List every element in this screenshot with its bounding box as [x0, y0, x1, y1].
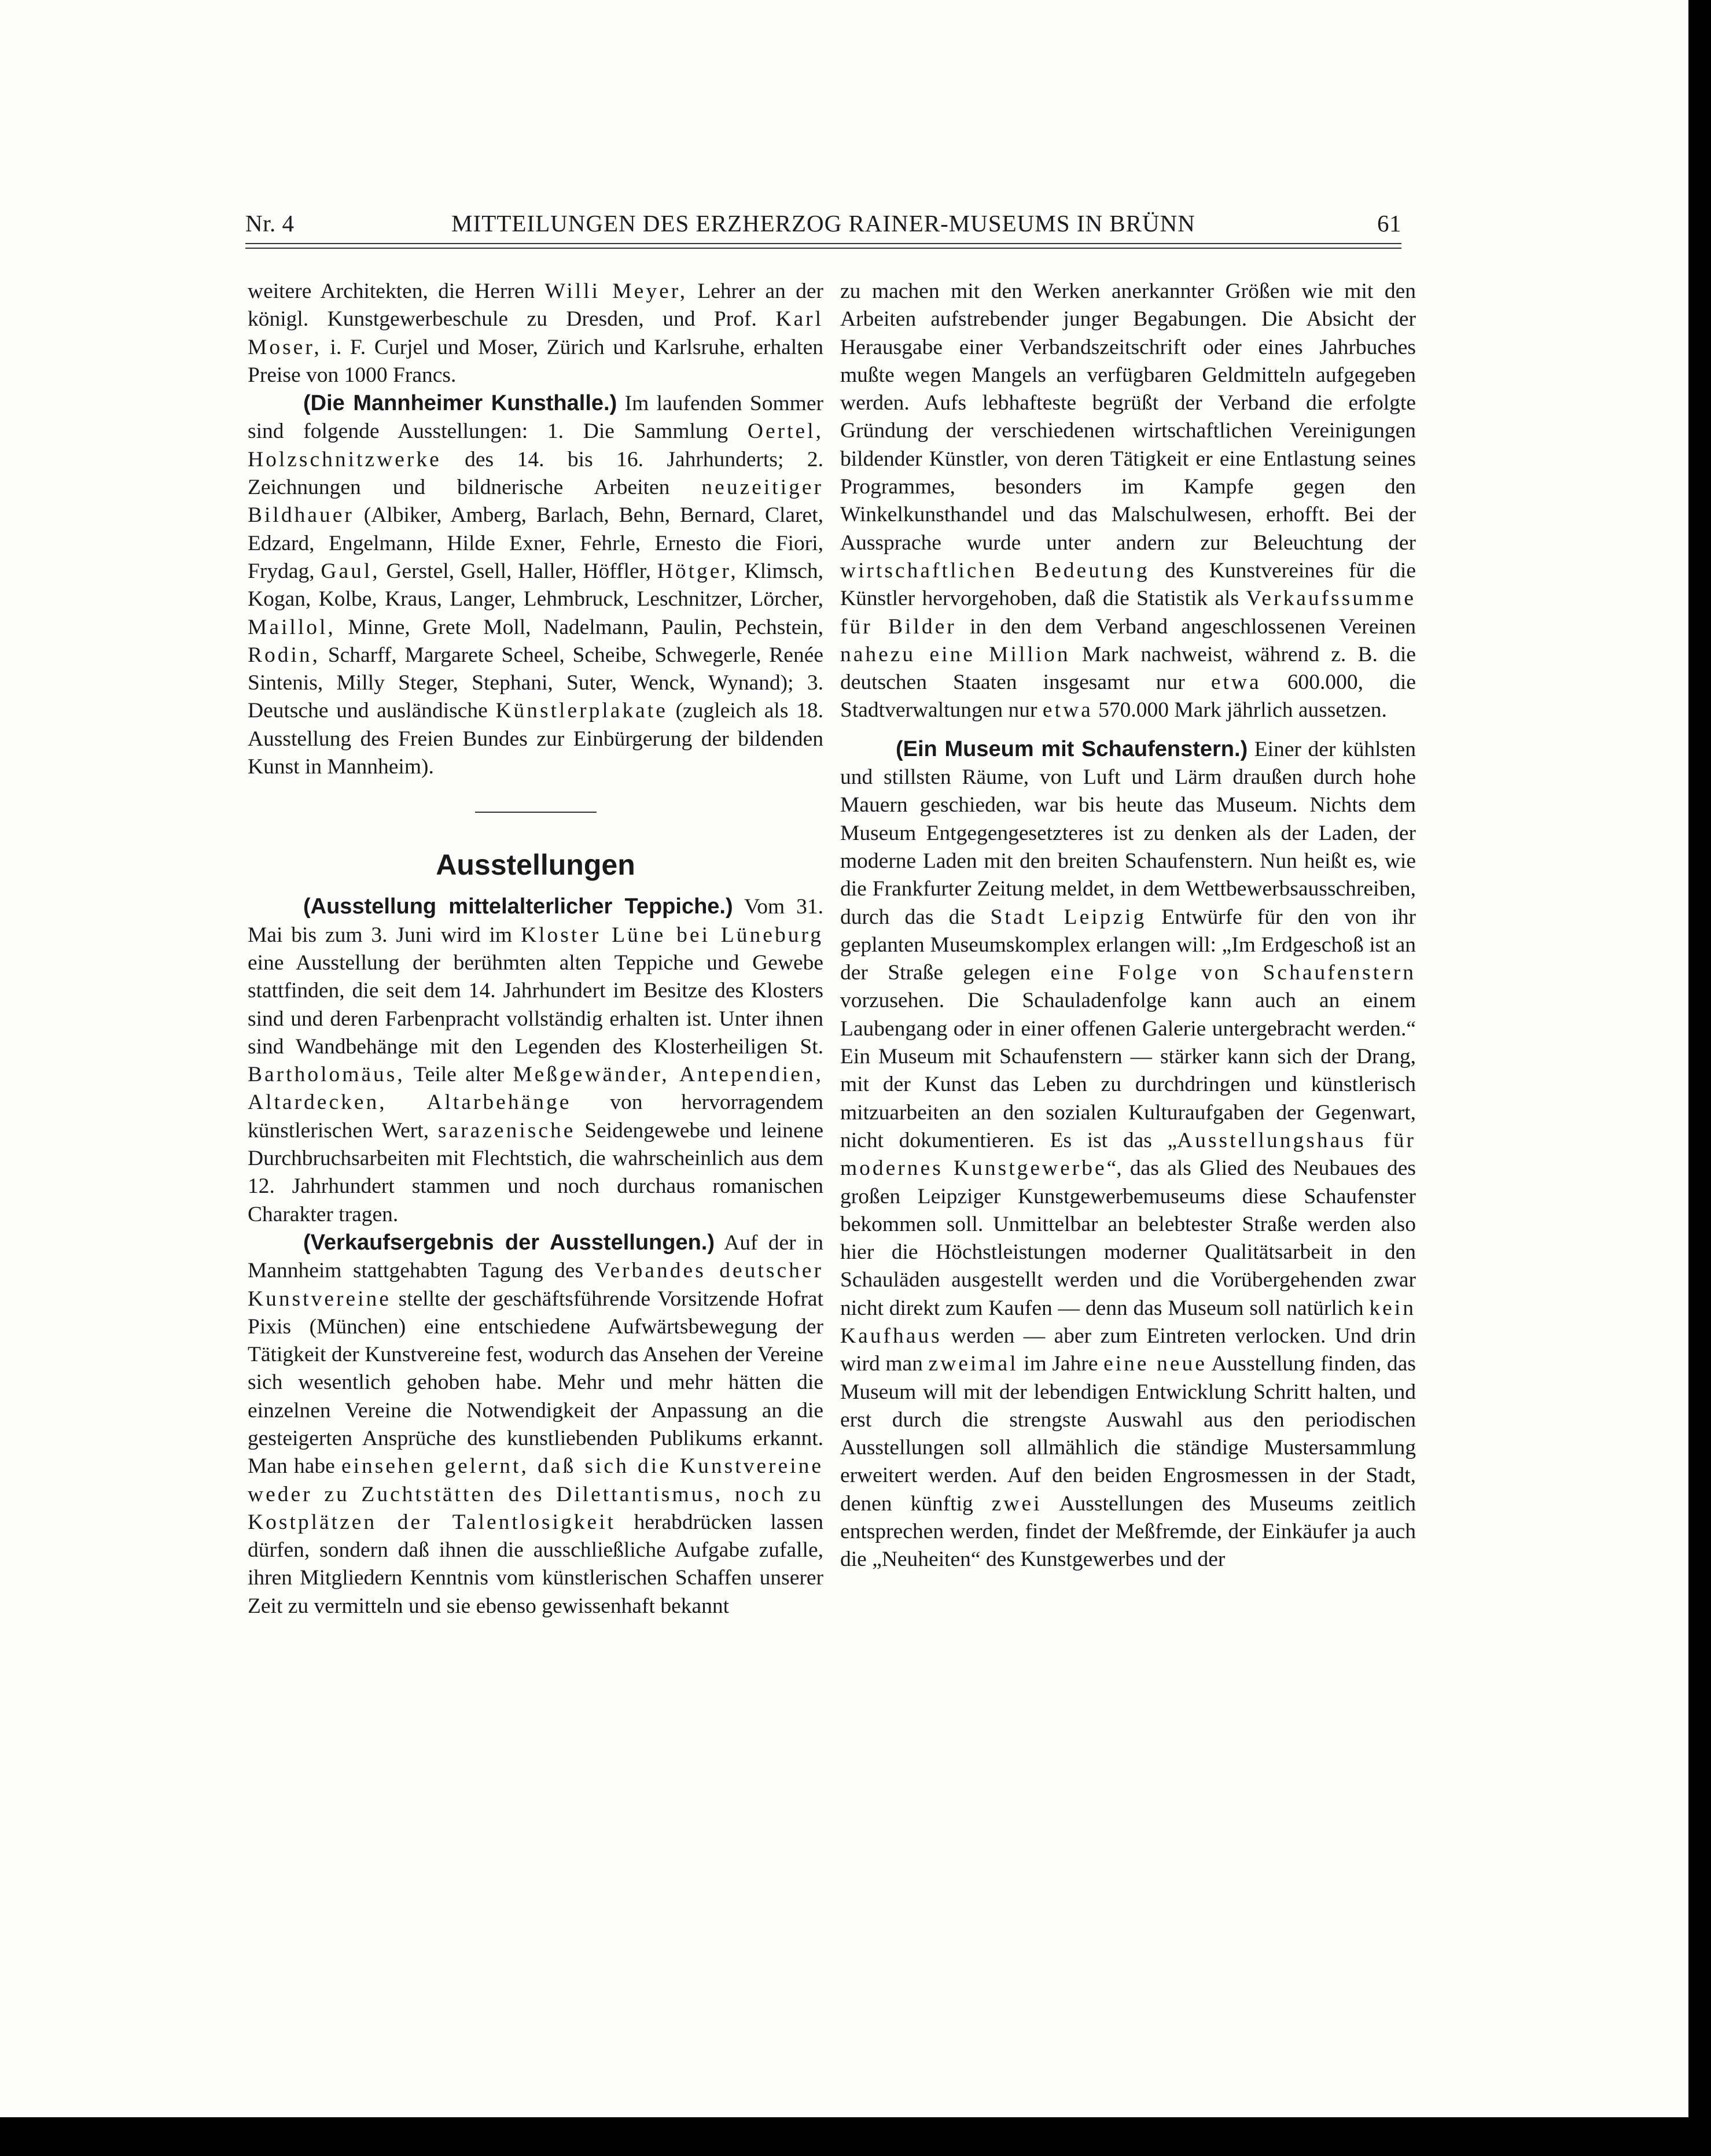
paragraph-verkaufsergebnis-continued: zu machen mit den Werken anerkannter Größen wie mit den Arbeiten aufstrebender junger Begabungen. Die Absicht der Herausgabe einer Verbandszeitschrift oder eines Jahrbuches mußte wegen Mangels an verfügbaren Geldmitteln aufgegeben werden. Aufs lebhafteste begrüßt der Verband die erfolgte Gründung der verschiedenen wirtschaftlichen Vereinigungen bildender Künstler, von deren Tätigkeit er eine Entlastung seines Programmes, besonders im Kampfe gegen den Winkelkunsthandel und das Malschulwesen, erhofft. Bei der Aussprache wurde unter andern zur Beleuchtung der wirtschaftlichen Bedeutung des Kunstvereines für die Künstler hervorgehoben, daß die Statistik als Verkaufssumme für Bilder in den dem Verband angeschlossenen Vereinen nahezu eine Million Mark nachweist, während z. B. die deutschen Staaten insgesamt nur etwa 600.000, die Stadtverwaltungen nur etwa 570.000 Mark jährlich aussetzen.: [840, 279, 1416, 723]
section-title-ausstellungen: Ausstellungen: [436, 849, 635, 882]
paragraph-museum-schaufenstern: (Ein Museum mit Schaufenstern.) Einer der kühlsten und stillsten Räume, von Luft und Lärm draußen durch hohe Mauern geschieden, war bis heute das Museum. Nichts dem Museum Entgegengesetzteres ist zu denken als der Laden, der moderne Laden mit den breiten Schaufenstern. Nun heißt es, wie die Frankfurter Zeitung meldet, in dem Wettbewerbsausschreiben, durch das die Stadt Leipzig Entwürfe für den von ihr geplanten Museumskomplex erlangen will: „Im Erdgeschoß ist an der Straße gelegen eine Folge von Schaufenstern vorzusehen. Die Schauladenfolge kann auch an einem Laubengang oder in einer offenen Galerie untergebracht werden.“ Ein Museum mit Schaufenstern — stärker kann sich der Drang, mit der Kunst das Leben zu durchdringen und künstlerisch mitzuarbeiten an den sozialen Kulturaufgaben der Gegenwart, nicht dokumentieren. Es ist das „Ausstellungshaus für modernes Kunstgewerbe“, das als Glied des Neubaues des großen Leipziger Kunstgewerbemuseums diese Schaufenster bekommen soll. Unmittelbar an belebtester Straße werden also hier die Höchstleistungen moderner Qualitätsarbeit in den Schauläden ausgestellt werden und die Vorübergehenden zwar nicht direkt zum Kaufen — denn das Museum soll natürlich kein Kaufhaus werden — aber zum Eintreten verlocken. Und drin wird man zweimal im Jahre eine neue Ausstellung finden, das Museum will mit der lebendigen Entwicklung Schritt halten, und erst durch die strengste Auswahl aus den periodischen Ausstellungen soll allmählich die ständige Mustersammlung erweitert werden. Auf den beiden Engrosmessen in der Stadt, denen künftig zwei Ausstellungen des Museums zeitlich entsprechen werden, findet der Meßfremde, der Einkäufer ja auch die „Neuheiten“ des Kunstgewerbes und der: [840, 736, 1416, 1572]
issue-number: Nr. 4: [245, 210, 295, 237]
paragraph-gap: [840, 725, 1416, 735]
paragraph-architects: weitere Architekten, die Herren Willi Meyer, Lehrer an der königl. Kunstgewerbeschule zu Dresden, und Prof. Karl Moser, i. F. Curjel und Moser, Zürich und Karlsruhe, erhalten Preise von 1000 Francs.: [248, 279, 824, 387]
header-rule-bottom: [245, 248, 1401, 249]
section-divider: [475, 812, 597, 813]
headline-teppiche: (Ausstellung mittelalterlicher Teppiche.): [303, 894, 733, 919]
paragraph-verkaufsergebnis: (Verkaufsergebnis der Ausstellungen.) Auf der in Mannheim stattgehabten Tagung des Verbandes deutscher Kunstvereine stellte der geschäftsführende Vorsitzende Hofrat Pixis (München) eine entschiedene Aufwärtsbewegung der Tätigkeit der Kunstvereine fest, wodurch das Ansehen der Vereine sich wesentlich gehoben habe. Mehr und mehr hätten die einzelnen Vereine die Notwendigkeit der Anpassung an die gesteigerten Ansprüche des kunstliebenden Publikums erkannt. Man habe einsehen gelernt, daß sich die Kunstvereine weder zu Zuchtstätten des Dilettantismus, noch zu Kostplätzen der Talentlosigkeit herabdrücken lassen dürfen, sondern daß ihnen die ausschließliche Aufgabe zufalle, ihren Mitgliedern Kenntnis vom künstlerischen Schaffen unserer Zeit zu vermitteln und sie ebenso gewissenhaft bekannt: [248, 1230, 823, 1618]
right-column: [840, 278, 1416, 1574]
page-number: 61: [1377, 210, 1401, 237]
headline-mannheimer-kunsthalle: (Die Mannheimer Kunsthalle.): [303, 391, 617, 416]
paragraph-mannheimer-kunsthalle: (Die Mannheimer Kunsthalle.) Im laufenden Sommer sind folgende Ausstellungen: 1. Die Sammlung Oertel, Holzschnitzwerke des 14. bis 16. Jahrhunderts; 2. Zeichnungen und bildnerische Arbeiten neuzeitiger Bildhauer (Albiker, Amberg, Barlach, Behn, Bernard, Claret, Edzard, Engelmann, Hilde Exner, Fehrle, Ernesto die Fiori, Frydag, Gaul, Gerstel, Gsell, Haller, Höffler, Hötger, Klimsch, Kogan, Kolbe, Kraus, Langer, Lehmbruck, Leschnitzer, Lörcher, Maillol, Minne, Grete Moll, Nadelmann, Paulin, Pechstein, Rodin, Scharff, Margarete Scheel, Scheibe, Schwegerle, Renée Sintenis, Milly Steger, Stephani, Suter, Wenck, Wynand); 3. Deutsche und ausländische Künstlerplakate (zugleich als 18. Ausstellung des Freien Bundes zur Einbürgerung der bildenden Kunst in Mannheim).: [248, 391, 823, 779]
headline-museum-schaufenstern: (Ein Museum mit Schaufenstern.): [896, 736, 1248, 761]
journal-title: MITTEILUNGEN DES ERZHERZOG RAINER-MUSEUMS IN BRÜNN: [451, 210, 1195, 237]
header-rule-top: [245, 243, 1401, 244]
left-column: [248, 278, 823, 1620]
running-header: [245, 209, 1401, 244]
headline-verkaufsergebnis: (Verkaufsergebnis der Ausstellungen.): [303, 1230, 715, 1255]
paragraph-teppiche: (Ausstellung mittelalterlicher Teppiche.) Vom 31. Mai bis zum 3. Juni wird im Kloster Lüne bei Lüneburg eine Ausstellung der berühmten alten Teppiche und Gewebe stattfinden, die seit dem 14. Jahrhundert im Besitze des Klosters sind und deren Farbenpracht vollständig erhalten ist. Unter ihnen sind Wandbehänge mit den Legenden des Klosterheiligen St. Bartholomäus, Teile alter Meßgewänder, Antependien, Altardecken, Altarbehänge von hervorragendem künstlerischen Wert, sarazenische Seidengewebe und leinene Durchbruchsarbeiten mit Flechtstich, die wahrscheinlich aus dem 12. Jahrhundert stammen und noch durchaus romanischen Charakter tragen.: [248, 894, 823, 1226]
